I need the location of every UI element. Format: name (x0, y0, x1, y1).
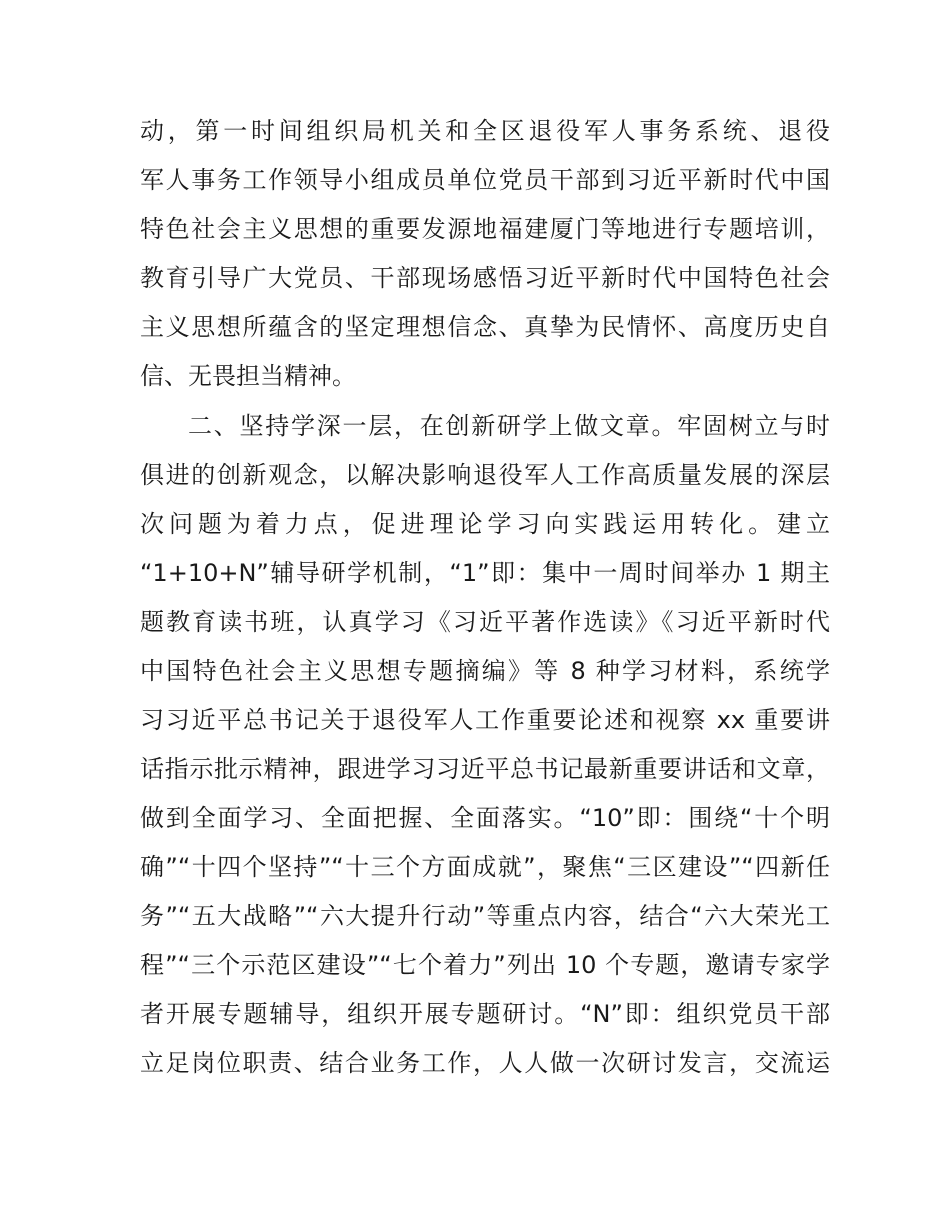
paragraph-line: 二、坚持学深一层，在创新研学上做文章。牢固树立与时 (188, 412, 830, 440)
paragraph-line: 话指示批示精神，跟进学习习近平总书记最新重要讲话和文章， (140, 755, 830, 783)
paragraph-line: 做到全面学习、全面把握、全面落实。“10”即：围绕“十个明 (140, 804, 830, 832)
paragraph-line: 确”“十四个坚持”“十三个方面成就”，聚焦“三区建设”“四新任 (140, 853, 830, 881)
paragraph-line: 中国特色社会主义思想专题摘编》等 8 种学习材料，系统学 (140, 657, 830, 685)
paragraph-line: 者开展专题辅导，组织开展专题研讨。“N”即：组织党员干部 (140, 1000, 830, 1028)
paragraph-line: “1+10+N”辅导研学机制，“1”即：集中一周时间举办 1 期主 (140, 559, 830, 587)
paragraph-line: 信、无畏担当精神。 (140, 362, 356, 390)
paragraph-line: 立足岗位职责、结合业务工作，人人做一次研讨发言，交流运 (140, 1049, 830, 1077)
paragraph-line: 主义思想所蕴含的坚定理想信念、真挚为民情怀、高度历史自 (140, 313, 830, 341)
paragraph-line: 军人事务工作领导小组成员单位党员干部到习近平新时代中国 (140, 166, 830, 194)
paragraph-line: 题教育读书班，认真学习《习近平著作选读》《习近平新时代 (140, 608, 830, 636)
paragraph-2 (140, 402, 830, 1088)
paragraph-line: 特色社会主义思想的重要发源地福建厦门等地进行专题培训， (140, 215, 830, 243)
paragraph-line: 务”“五大战略”“六大提升行动”等重点内容，结合“六大荣光工 (140, 902, 830, 930)
paragraph-line: 动，第一时间组织局机关和全区退役军人事务系统、退役 (140, 117, 830, 145)
paragraph-line: 程”“三个示范区建设”“七个着力”列出 10 个专题，邀请专家学 (140, 951, 830, 979)
paragraph-line: 教育引导广大党员、干部现场感悟习近平新时代中国特色社会 (140, 264, 830, 292)
paragraph-1 (140, 107, 830, 401)
paragraph-line: 次问题为着力点，促进理论学习向实践运用转化。建立 (140, 510, 830, 538)
paragraph-line: 习习近平总书记关于退役军人工作重要论述和视察 xx 重要讲 (140, 706, 830, 734)
paragraph-line: 俱进的创新观念，以解决影响退役军人工作高质量发展的深层 (140, 461, 830, 489)
